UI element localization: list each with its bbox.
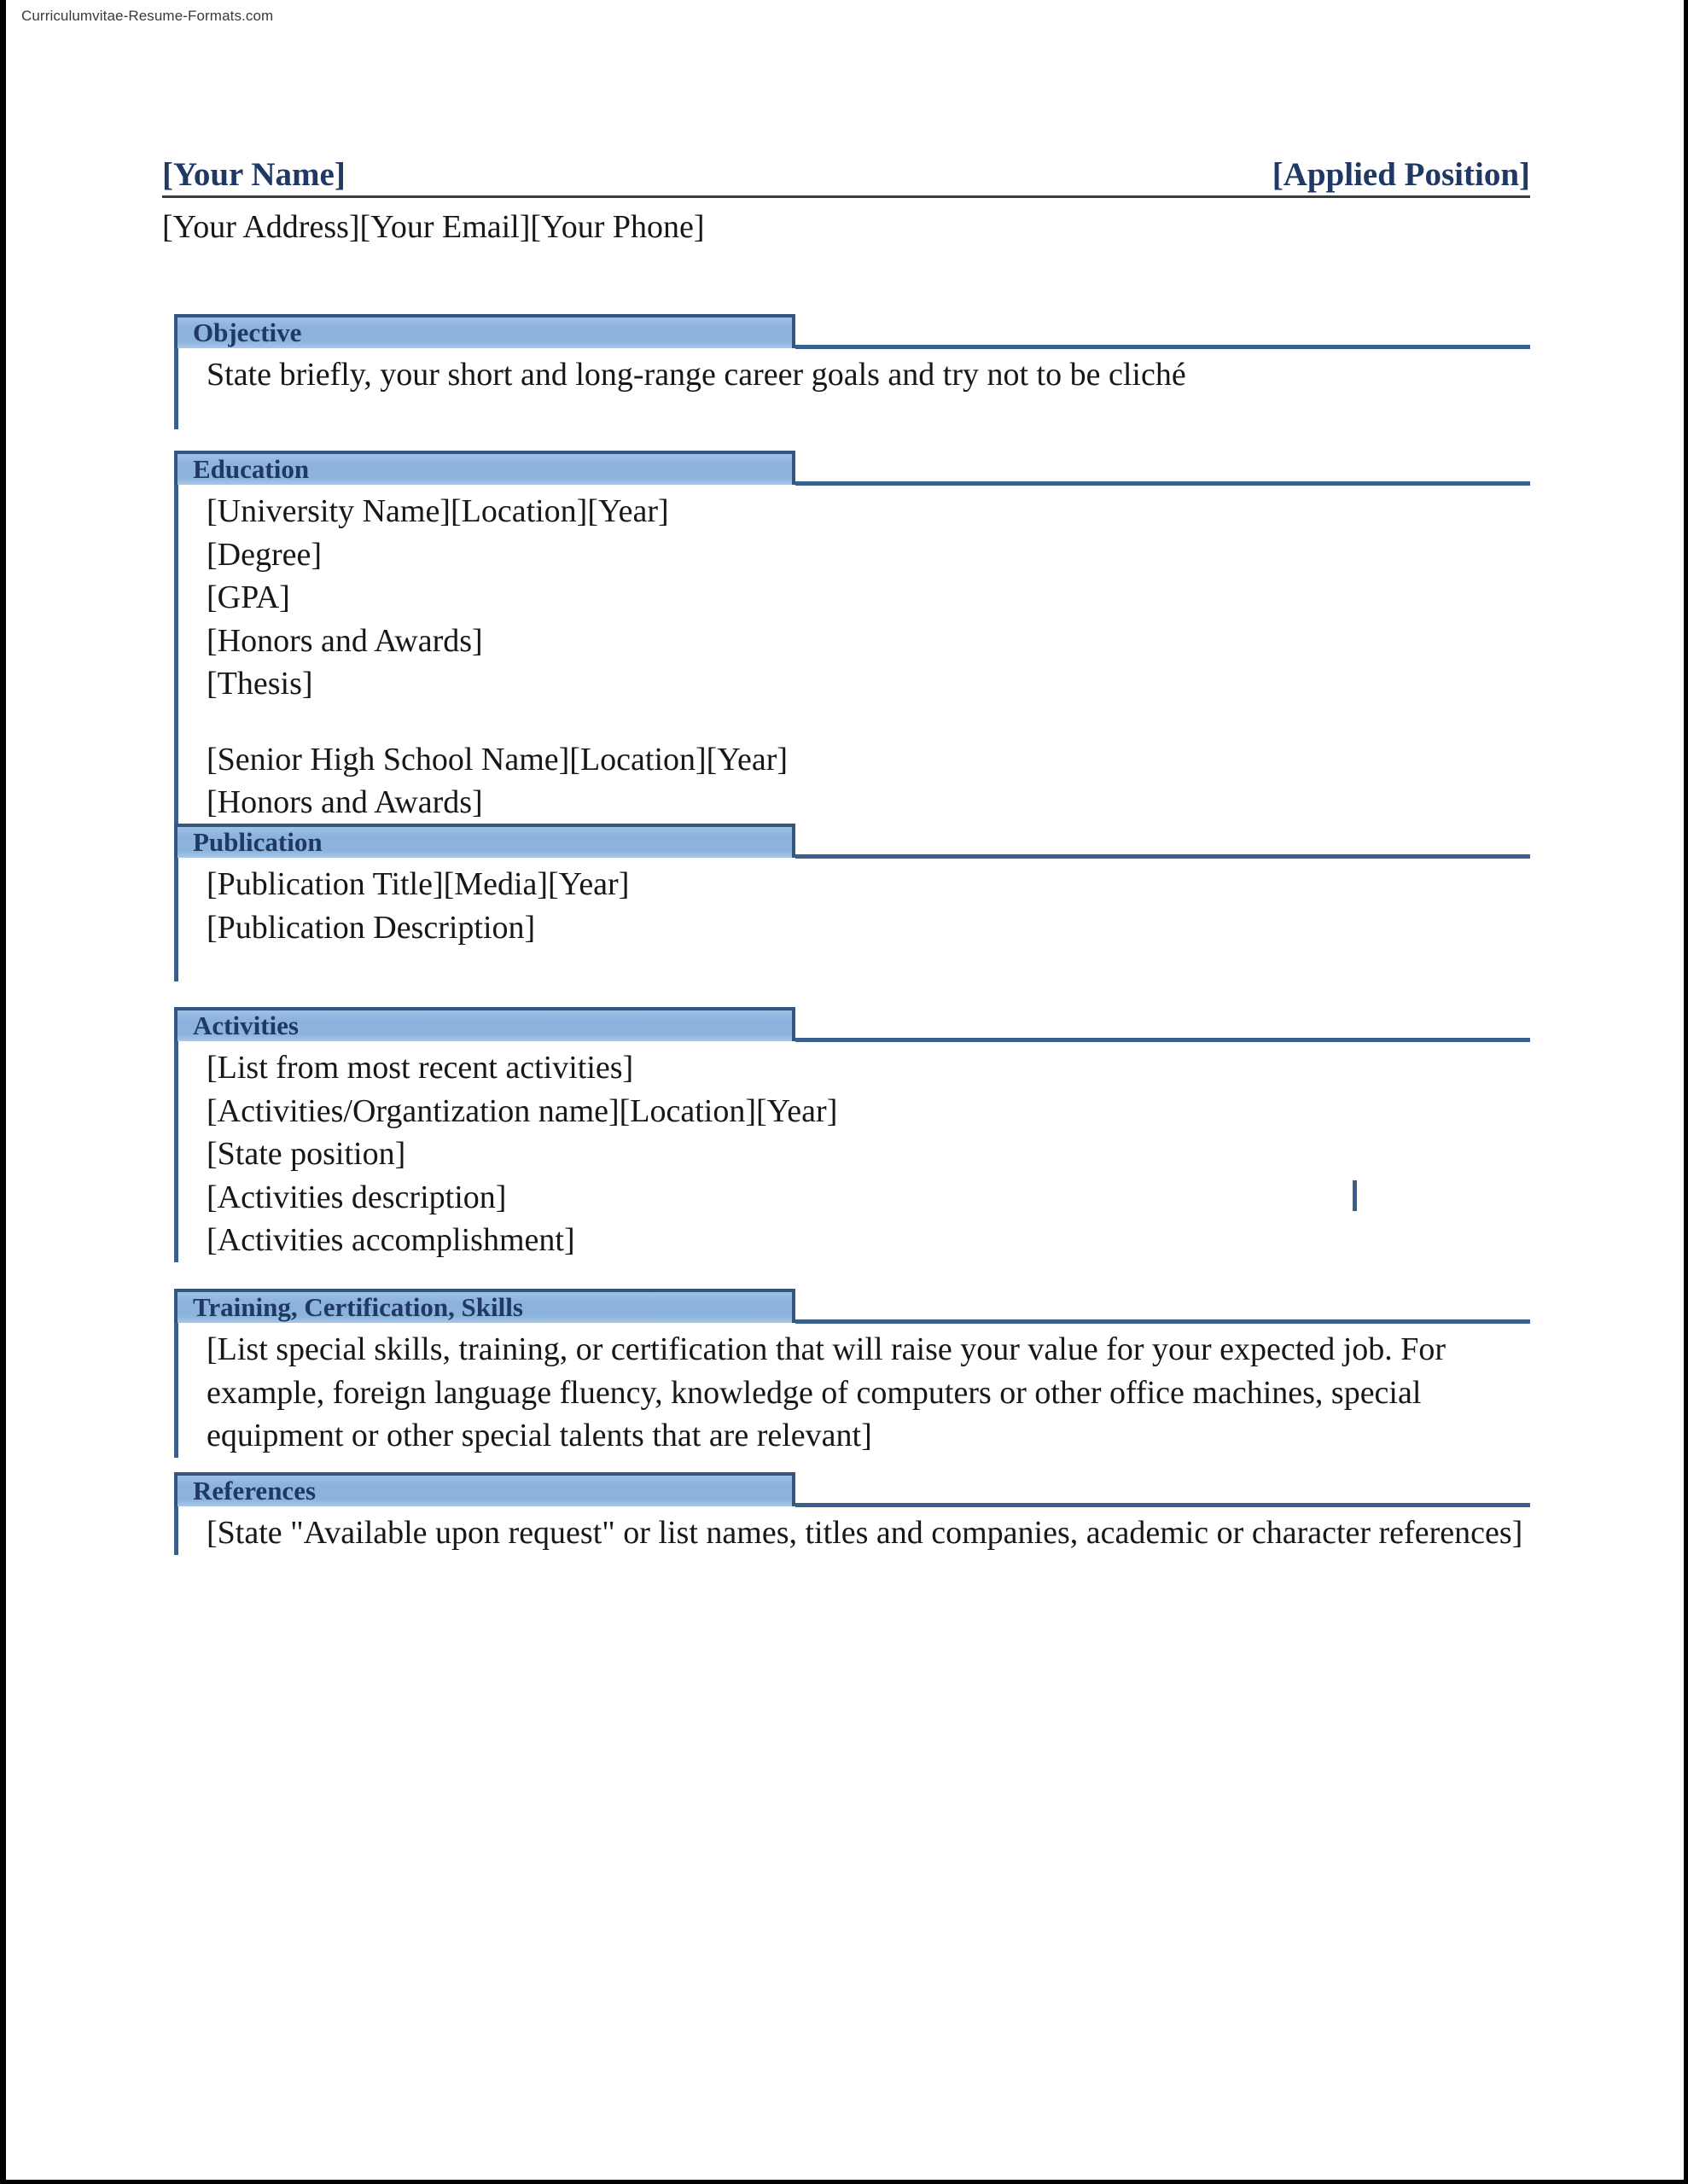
- section-headband: [174, 824, 1530, 858]
- section-title-chip[interactable]: [174, 824, 795, 858]
- content-spacer: [207, 397, 1530, 429]
- section-title-chip[interactable]: [174, 451, 795, 485]
- section-headband: [174, 1289, 1530, 1323]
- content-line[interactable]: [Activities/Organtization name][Location][Year]: [207, 1092, 838, 1129]
- content-spacer: [207, 949, 1530, 981]
- section-headband: [174, 314, 1530, 348]
- section-title-chip[interactable]: [174, 1289, 795, 1323]
- section-education: [174, 451, 1530, 824]
- section-title: Publication: [193, 826, 323, 857]
- section-right-rule: [795, 1038, 1530, 1042]
- section-content: [174, 1041, 1530, 1262]
- section-title: References: [193, 1475, 317, 1506]
- content-line[interactable]: [Publication Title][Media][Year]: [207, 866, 630, 902]
- section-activities: [174, 1007, 1530, 1262]
- content-line[interactable]: [Senior High School Name][Location][Year]: [207, 741, 789, 778]
- section-left-rule: [174, 456, 178, 824]
- section-right-rule: [795, 1503, 1530, 1507]
- site-watermark: Curriculumvitae-Resume-Formats.com: [21, 8, 274, 24]
- content-line[interactable]: [University Name][Location][Year]: [207, 493, 669, 529]
- content-spacer: [207, 706, 1530, 738]
- section-title-chip[interactable]: [174, 1472, 795, 1506]
- content-line[interactable]: [Activities accomplishment]: [207, 1222, 575, 1259]
- section-right-rule: [795, 345, 1530, 349]
- section-right-rule: [795, 1319, 1530, 1324]
- section-references: [174, 1472, 1530, 1555]
- section-content: [174, 1506, 1530, 1555]
- content-paragraph[interactable]: [List special skills, training, or certification that will raise your value for your expected job. For example, foreign language fluency, knowledge of computers or other office machines, special equipment or other special talents that are relevant]: [207, 1331, 1446, 1454]
- text-caret-marker: [1353, 1180, 1357, 1211]
- section-publication: [174, 824, 1530, 981]
- content-line[interactable]: [State position]: [207, 1136, 406, 1173]
- content-line[interactable]: [GPA]: [207, 579, 290, 616]
- content-line[interactable]: [Degree]: [207, 536, 323, 573]
- section-content: [174, 858, 1530, 981]
- content-line[interactable]: [Honors and Awards]: [207, 622, 483, 659]
- section-content: [174, 348, 1530, 429]
- section-training: [174, 1289, 1530, 1458]
- section-title: Activities: [193, 1010, 299, 1040]
- section-headband: [174, 1472, 1530, 1506]
- section-content: [174, 485, 1530, 824]
- section-headband: [174, 1007, 1530, 1041]
- section-right-rule: [795, 481, 1530, 486]
- contact-line[interactable]: [Your Address][Your Email][Your Phone]: [162, 209, 705, 245]
- content-line[interactable]: [Thesis]: [207, 666, 313, 702]
- section-title-chip[interactable]: [174, 314, 795, 348]
- content-line[interactable]: [Publication Description]: [207, 909, 536, 946]
- content-line[interactable]: State briefly, your short and long-range career goals and try not to be cliché: [207, 357, 1186, 393]
- section-content: [174, 1323, 1530, 1458]
- section-title: Objective: [193, 317, 302, 347]
- candidate-name[interactable]: [Your Name]: [162, 156, 346, 193]
- content-line[interactable]: [State "Available upon request" or list names, titles and companies, academic or character references]: [207, 1515, 1523, 1551]
- section-headband: [174, 451, 1530, 485]
- content-line[interactable]: [List from most recent activities]: [207, 1050, 634, 1086]
- applied-position[interactable]: [Applied Position]: [1272, 156, 1530, 193]
- section-title-chip[interactable]: [174, 1007, 795, 1041]
- section-title: Training, Certification, Skills: [193, 1291, 523, 1322]
- resume-header: [162, 158, 1530, 198]
- section-objective: [174, 314, 1530, 429]
- section-left-rule: [174, 1012, 178, 1262]
- content-line[interactable]: [Honors and Awards]: [207, 784, 483, 821]
- section-right-rule: [795, 854, 1530, 859]
- section-title: Education: [193, 453, 310, 484]
- content-line[interactable]: [Activities description]: [207, 1179, 507, 1215]
